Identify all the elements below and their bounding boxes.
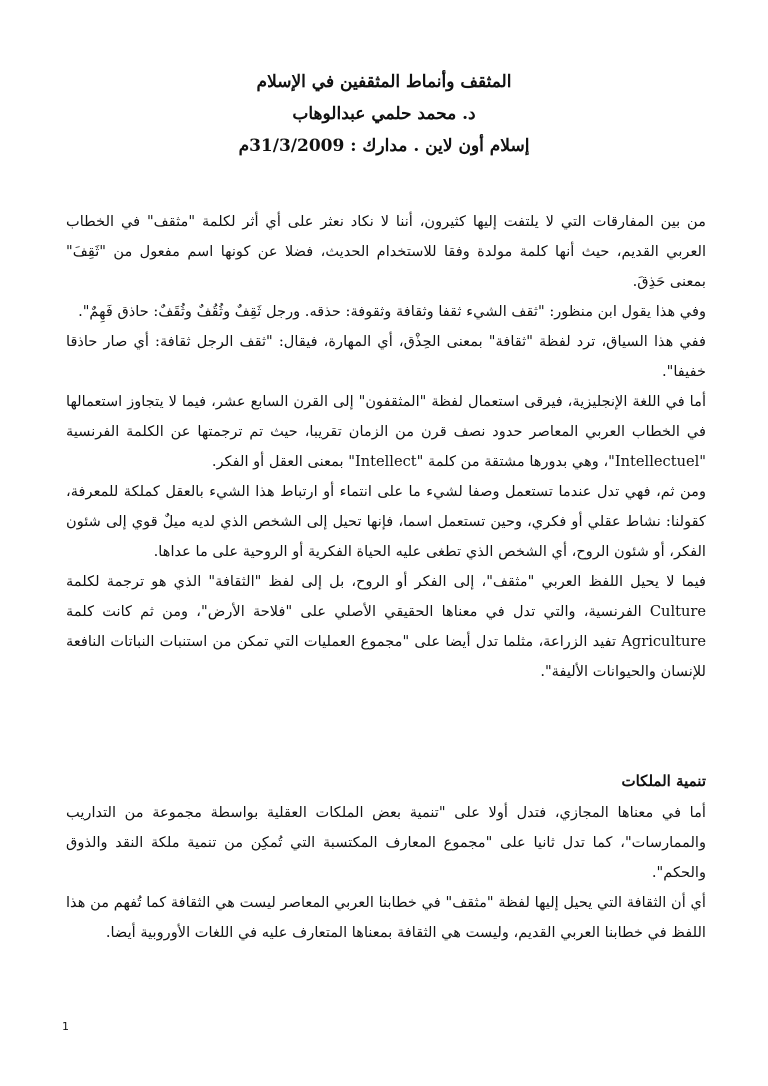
paragraph: أي أن الثقافة التي يحيل إليها لفظة "مثقف" في خطابنا العربي المعاصر ليست هي الثقافة كما تُفهم من هذا اللفظ في خطابنا العربي القديم، وليست هي الثقافة بمعناها المتعارف عليه في اللغات الأوروبية أيضا. [66, 894, 706, 941]
body-text [66, 207, 706, 687]
document-title: المثقف وأنماط المثقفين في الإسلام [256, 72, 512, 92]
source-line: إسلام أون لاين . مدارك : 31/3/2009م [238, 136, 530, 156]
paragraph: فيما لا يحيل اللفظ العربي "مثقف"، إلى الفكر أو الروح، بل إلى لفظ "الثقافة" الذي هو ترجمة لكلمة Culture الفرنسية، والتي تدل في معناها الحقيقي الأصلي على "فلاحة الأرض"، ومن ثم كانت كلمة Agriculture تفيد الزراعة، مثلما تدل أيضا على "مجموع العمليات التي تمكن من استنبات النباتات النافعة للإنسان والحيوانات الأليفة". [66, 573, 706, 680]
paragraph: ومن ثم، فهي تدل عندما تستعمل وصفا لشيء ما على انتماء أو ارتباط هذا الشيء بالعقل كملكة للمعرفة، كقولنا: نشاط عقلي أو فكري، وحين تستعمل اسما، فإنها تحيل إلى الشخص الذي لديه ميلٌ قوي إلى شئون الفكر، أو شئون الروح، أي الشخص الذي تطغى عليه الحياة الفكرية أو الروحية على ما عداها. [66, 483, 706, 560]
paragraph: أما في اللغة الإنجليزية، فيرقى استعمال لفظة "المثقفون" إلى القرن السابع عشر، فيما لا يتجاوز استعمالها في الخطاب العربي المعاصر حدود نصف قرن من الزمان تقريبا، حيث تم ترجمتها عن الكلمة الفرنسية "Intellectuel"، وهي بدورها مشتقة من كلمة "Intellect" بمعنى العقل أو الفكر. [66, 393, 706, 470]
page-number: 1 [62, 1020, 69, 1033]
document-header [0, 66, 768, 162]
paragraph: وفي هذا يقول ابن منظور: "ثقف الشيء ثقفا وثقافة وثقوفة: حذقه. ورجل ثَقِفٌ وثُقُفٌ وثُقَفٌ: حاذق فَهِمٌ". [78, 303, 706, 320]
section-text [66, 798, 706, 948]
author-name: د. محمد حلمي عبدالوهاب [292, 104, 476, 124]
section-heading: تنمية الملكات [621, 772, 706, 790]
paragraph: ففي هذا السياق، ترد لفظة "ثقافة" بمعنى الحِذْق، أي المهارة، فيقال: "ثقف الرجل ثقافة: أي صار حاذقا خفيفا". [66, 333, 706, 380]
paragraph: من بين المفارقات التي لا يلتفت إليها كثيرون، أننا لا نكاد نعثر على أي أثر لكلمة "مثقف" في الخطاب العربي القديم، حيث أنها كلمة مولدة وفقا للاستخدام الحديث، فضلا عن كونها اسم مفعول من "ثَقِفَ" بمعنى حَذِقَ. [66, 213, 706, 290]
paragraph: أما في معناها المجازي، فتدل أولا على "تنمية بعض الملكات العقلية بواسطة مجموعة من التداريب والممارسات"، كما تدل ثانيا على "مجموع المعارف المكتسبة التي تُمكِن من تنمية ملكة النقد والذوق والحكم". [66, 804, 706, 881]
